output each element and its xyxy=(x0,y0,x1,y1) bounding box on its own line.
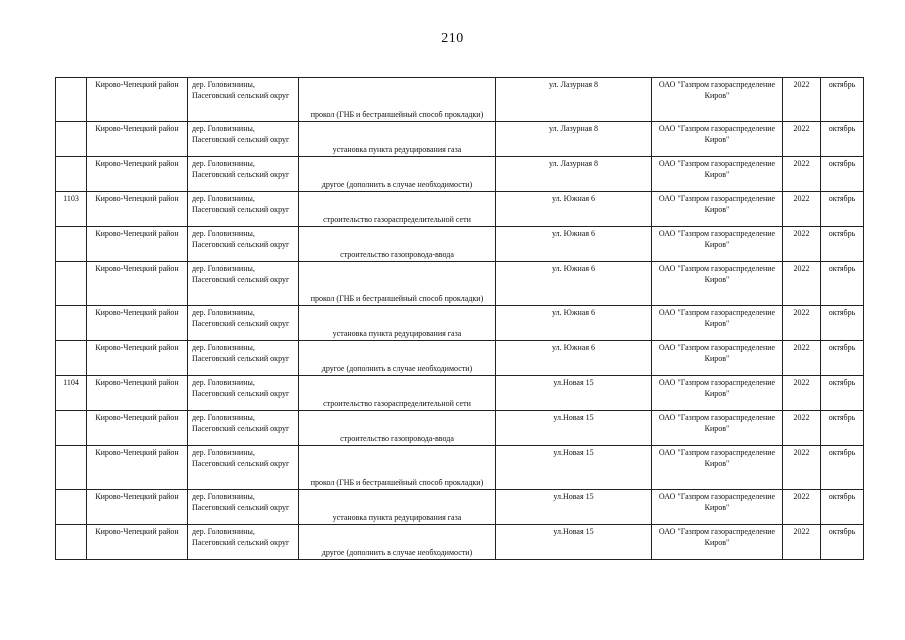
address-cell xyxy=(496,341,652,376)
table-row xyxy=(56,490,864,525)
settlement-cell xyxy=(188,411,299,446)
organization-name: ОАО "Газпром газораспределение xyxy=(658,194,776,203)
district-cell xyxy=(87,525,188,560)
work-type-cell xyxy=(299,157,496,192)
month-cell xyxy=(821,341,864,376)
work-type-cell xyxy=(299,490,496,525)
work-type-cell xyxy=(299,411,496,446)
work-type: другое (дополнить в случае необходимости) xyxy=(321,180,473,189)
organization-name: ОАО "Газпром газораспределение xyxy=(658,527,776,536)
district-name: Кирово-Чепецкий район xyxy=(95,194,179,203)
organization-name: ОАО "Газпром газораспределение xyxy=(658,264,776,273)
settlement-name: дер. Головизнины, xyxy=(192,448,255,457)
row-number-cell xyxy=(56,341,87,376)
organization-city: Киров" xyxy=(704,91,730,100)
address: ул. Южная 6 xyxy=(552,308,595,317)
organization-name: ОАО "Газпром газораспределение xyxy=(658,80,776,89)
settlement-district: Пасеговский сельский округ xyxy=(192,354,290,363)
settlement-cell xyxy=(188,525,299,560)
year-cell xyxy=(783,157,821,192)
organization-cell xyxy=(652,157,783,192)
organization-cell xyxy=(652,341,783,376)
year: 2022 xyxy=(793,264,810,273)
register-table-body xyxy=(56,78,864,560)
address: ул. Южная 6 xyxy=(552,343,595,352)
settlement-name: дер. Головизнины, xyxy=(192,343,255,352)
district-cell xyxy=(87,192,188,227)
work-type-cell xyxy=(299,341,496,376)
work-type: прокол (ГНБ и бестраншейный способ прокладки) xyxy=(310,294,484,303)
settlement-cell xyxy=(188,262,299,306)
year: 2022 xyxy=(793,378,810,387)
organization-cell xyxy=(652,262,783,306)
settlement-name: дер. Головизнины, xyxy=(192,229,255,238)
row-number: 1104 xyxy=(63,378,79,387)
month: октябрь xyxy=(828,264,856,273)
address-cell xyxy=(496,78,652,122)
settlement-name: дер. Головизнины, xyxy=(192,308,255,317)
organization-city: Киров" xyxy=(704,389,730,398)
year-cell xyxy=(783,341,821,376)
settlement-district: Пасеговский сельский округ xyxy=(192,424,290,433)
row-number-cell xyxy=(56,227,87,262)
year-cell xyxy=(783,525,821,560)
table-row xyxy=(56,306,864,341)
year: 2022 xyxy=(793,308,810,317)
settlement-cell xyxy=(188,306,299,341)
address-cell xyxy=(496,490,652,525)
month: октябрь xyxy=(828,527,856,536)
organization-name: ОАО "Газпром газораспределение xyxy=(658,159,776,168)
organization-name: ОАО "Газпром газораспределение xyxy=(658,229,776,238)
settlement-cell xyxy=(188,78,299,122)
settlement-district: Пасеговский сельский округ xyxy=(192,240,290,249)
month: октябрь xyxy=(828,159,856,168)
year-cell xyxy=(783,376,821,411)
row-number-cell xyxy=(56,411,87,446)
settlement-cell xyxy=(188,192,299,227)
district-name: Кирово-Чепецкий район xyxy=(95,492,179,501)
organization-name: ОАО "Газпром газораспределение xyxy=(658,413,776,422)
year-cell xyxy=(783,306,821,341)
settlement-cell xyxy=(188,157,299,192)
address-cell xyxy=(496,376,652,411)
organization-name: ОАО "Газпром газораспределение xyxy=(658,378,776,387)
register-table xyxy=(55,77,864,560)
month-cell xyxy=(821,78,864,122)
month: октябрь xyxy=(828,343,856,352)
settlement-district: Пасеговский сельский округ xyxy=(192,91,290,100)
settlement-cell xyxy=(188,446,299,490)
month-cell xyxy=(821,446,864,490)
settlement-district: Пасеговский сельский округ xyxy=(192,135,290,144)
table-row xyxy=(56,157,864,192)
organization-name: ОАО "Газпром газораспределение xyxy=(658,343,776,352)
month: октябрь xyxy=(828,413,856,422)
district-cell xyxy=(87,78,188,122)
organization-city: Киров" xyxy=(704,170,730,179)
row-number-cell xyxy=(56,192,87,227)
organization-city: Киров" xyxy=(704,240,730,249)
settlement-district: Пасеговский сельский округ xyxy=(192,205,290,214)
work-type-cell xyxy=(299,525,496,560)
settlement-district: Пасеговский сельский округ xyxy=(192,319,290,328)
table-row xyxy=(56,525,864,560)
year: 2022 xyxy=(793,194,810,203)
work-type: строительство газопровода-ввода xyxy=(340,250,454,259)
year: 2022 xyxy=(793,448,810,457)
year-cell xyxy=(783,227,821,262)
year-cell xyxy=(783,122,821,157)
settlement-cell xyxy=(188,376,299,411)
district-name: Кирово-Чепецкий район xyxy=(95,229,179,238)
work-type: установка пункта редуцирования газа xyxy=(332,145,462,154)
district-cell xyxy=(87,446,188,490)
settlement-district: Пасеговский сельский округ xyxy=(192,275,290,284)
month: октябрь xyxy=(828,229,856,238)
settlement-cell xyxy=(188,122,299,157)
settlement-district: Пасеговский сельский округ xyxy=(192,459,290,468)
year: 2022 xyxy=(793,80,810,89)
organization-city: Киров" xyxy=(704,319,730,328)
work-type-cell xyxy=(299,227,496,262)
table-row xyxy=(56,262,864,306)
year: 2022 xyxy=(793,124,810,133)
month: октябрь xyxy=(828,378,856,387)
year: 2022 xyxy=(793,527,810,536)
year-cell xyxy=(783,192,821,227)
address-cell xyxy=(496,192,652,227)
organization-city: Киров" xyxy=(704,538,730,547)
address: ул.Новая 15 xyxy=(553,492,594,501)
settlement-district: Пасеговский сельский округ xyxy=(192,389,290,398)
month: октябрь xyxy=(828,80,856,89)
address: ул.Новая 15 xyxy=(553,527,594,536)
organization-city: Киров" xyxy=(704,354,730,363)
organization-cell xyxy=(652,490,783,525)
row-number-cell xyxy=(56,262,87,306)
district-name: Кирово-Чепецкий район xyxy=(95,448,179,457)
organization-city: Киров" xyxy=(704,135,730,144)
address: ул.Новая 15 xyxy=(553,413,594,422)
row-number-cell xyxy=(56,122,87,157)
work-type-cell xyxy=(299,122,496,157)
work-type-cell xyxy=(299,192,496,227)
work-type-cell xyxy=(299,306,496,341)
district-cell xyxy=(87,122,188,157)
address-cell xyxy=(496,122,652,157)
organization-city: Киров" xyxy=(704,459,730,468)
settlement-district: Пасеговский сельский округ xyxy=(192,538,290,547)
table-row xyxy=(56,192,864,227)
organization-cell xyxy=(652,306,783,341)
settlement-cell xyxy=(188,227,299,262)
settlement-name: дер. Головизнины, xyxy=(192,80,255,89)
organization-name: ОАО "Газпром газораспределение xyxy=(658,448,776,457)
address: ул. Южная 6 xyxy=(552,229,595,238)
work-type: установка пункта редуцирования газа xyxy=(332,329,462,338)
month: октябрь xyxy=(828,194,856,203)
address-cell xyxy=(496,411,652,446)
month-cell xyxy=(821,262,864,306)
organization-cell xyxy=(652,411,783,446)
settlement-cell xyxy=(188,490,299,525)
district-name: Кирово-Чепецкий район xyxy=(95,159,179,168)
district-cell xyxy=(87,376,188,411)
organization-name: ОАО "Газпром газораспределение xyxy=(658,492,776,501)
work-type: прокол (ГНБ и бестраншейный способ прокладки) xyxy=(310,110,484,119)
address-cell xyxy=(496,306,652,341)
address-cell xyxy=(496,227,652,262)
address: ул. Южная 6 xyxy=(552,264,595,273)
district-name: Кирово-Чепецкий район xyxy=(95,308,179,317)
row-number-cell xyxy=(56,306,87,341)
address: ул. Лазурная 8 xyxy=(548,80,599,89)
year-cell xyxy=(783,78,821,122)
row-number-cell xyxy=(56,490,87,525)
month: октябрь xyxy=(828,448,856,457)
work-type-cell xyxy=(299,376,496,411)
district-cell xyxy=(87,411,188,446)
table-row xyxy=(56,376,864,411)
month-cell xyxy=(821,306,864,341)
year: 2022 xyxy=(793,413,810,422)
address-cell xyxy=(496,525,652,560)
district-name: Кирово-Чепецкий район xyxy=(95,264,179,273)
organization-name: ОАО "Газпром газораспределение xyxy=(658,124,776,133)
year: 2022 xyxy=(793,229,810,238)
settlement-name: дер. Головизнины, xyxy=(192,264,255,273)
district-cell xyxy=(87,341,188,376)
address-cell xyxy=(496,262,652,306)
settlement-name: дер. Головизнины, xyxy=(192,492,255,501)
settlement-name: дер. Головизнины, xyxy=(192,527,255,536)
work-type: другое (дополнить в случае необходимости) xyxy=(321,364,473,373)
settlement-name: дер. Головизнины, xyxy=(192,159,255,168)
organization-cell xyxy=(652,525,783,560)
district-cell xyxy=(87,262,188,306)
district-name: Кирово-Чепецкий район xyxy=(95,378,179,387)
district-name: Кирово-Чепецкий район xyxy=(95,413,179,422)
organization-city: Киров" xyxy=(704,503,730,512)
table-row xyxy=(56,227,864,262)
settlement-name: дер. Головизнины, xyxy=(192,413,255,422)
month-cell xyxy=(821,192,864,227)
address-cell xyxy=(496,157,652,192)
settlement-district: Пасеговский сельский округ xyxy=(192,170,290,179)
settlement-name: дер. Головизнины, xyxy=(192,194,255,203)
table-row xyxy=(56,341,864,376)
address: ул. Лазурная 8 xyxy=(548,124,599,133)
year: 2022 xyxy=(793,492,810,501)
row-number: 1103 xyxy=(63,194,79,203)
row-number-cell xyxy=(56,376,87,411)
address: ул. Южная 6 xyxy=(552,194,595,203)
year-cell xyxy=(783,490,821,525)
work-type-cell xyxy=(299,262,496,306)
work-type: строительство газораспределительной сети xyxy=(323,399,471,408)
district-name: Кирово-Чепецкий район xyxy=(95,124,179,133)
district-name: Кирово-Чепецкий район xyxy=(95,343,179,352)
work-type: строительство газораспределительной сети xyxy=(323,215,471,224)
month: октябрь xyxy=(828,308,856,317)
organization-cell xyxy=(652,192,783,227)
month-cell xyxy=(821,227,864,262)
address-cell xyxy=(496,446,652,490)
settlement-district: Пасеговский сельский округ xyxy=(192,503,290,512)
month-cell xyxy=(821,157,864,192)
table-row xyxy=(56,446,864,490)
organization-cell xyxy=(652,446,783,490)
row-number-cell xyxy=(56,157,87,192)
organization-city: Киров" xyxy=(704,205,730,214)
work-type: прокол (ГНБ и бестраншейный способ прокладки) xyxy=(310,478,484,487)
year-cell xyxy=(783,446,821,490)
work-type-cell xyxy=(299,78,496,122)
work-type: строительство газопровода-ввода xyxy=(340,434,454,443)
organization-cell xyxy=(652,122,783,157)
address: ул.Новая 15 xyxy=(553,378,594,387)
district-cell xyxy=(87,306,188,341)
month-cell xyxy=(821,376,864,411)
month-cell xyxy=(821,122,864,157)
settlement-name: дер. Головизнины, xyxy=(192,378,255,387)
month-cell xyxy=(821,490,864,525)
month: октябрь xyxy=(828,124,856,133)
settlement-cell xyxy=(188,341,299,376)
work-type: другое (дополнить в случае необходимости) xyxy=(321,548,473,557)
district-name: Кирово-Чепецкий район xyxy=(95,527,179,536)
month: октябрь xyxy=(828,492,856,501)
organization-cell xyxy=(652,376,783,411)
year: 2022 xyxy=(793,159,810,168)
month-cell xyxy=(821,411,864,446)
address: ул. Лазурная 8 xyxy=(548,159,599,168)
year-cell xyxy=(783,411,821,446)
year-cell xyxy=(783,262,821,306)
row-number-cell xyxy=(56,78,87,122)
year: 2022 xyxy=(793,343,810,352)
organization-cell xyxy=(652,78,783,122)
organization-name: ОАО "Газпром газораспределение xyxy=(658,308,776,317)
table-row xyxy=(56,78,864,122)
address: ул.Новая 15 xyxy=(553,448,594,457)
month-cell xyxy=(821,525,864,560)
organization-cell xyxy=(652,227,783,262)
row-number-cell xyxy=(56,446,87,490)
page-number: 210 xyxy=(441,31,464,46)
table-row xyxy=(56,411,864,446)
district-cell xyxy=(87,227,188,262)
work-type: установка пункта редуцирования газа xyxy=(332,513,462,522)
table-row xyxy=(56,122,864,157)
row-number-cell xyxy=(56,525,87,560)
district-cell xyxy=(87,490,188,525)
organization-city: Киров" xyxy=(704,424,730,433)
district-cell xyxy=(87,157,188,192)
settlement-name: дер. Головизнины, xyxy=(192,124,255,133)
organization-city: Киров" xyxy=(704,275,730,284)
district-name: Кирово-Чепецкий район xyxy=(95,80,179,89)
work-type-cell xyxy=(299,446,496,490)
